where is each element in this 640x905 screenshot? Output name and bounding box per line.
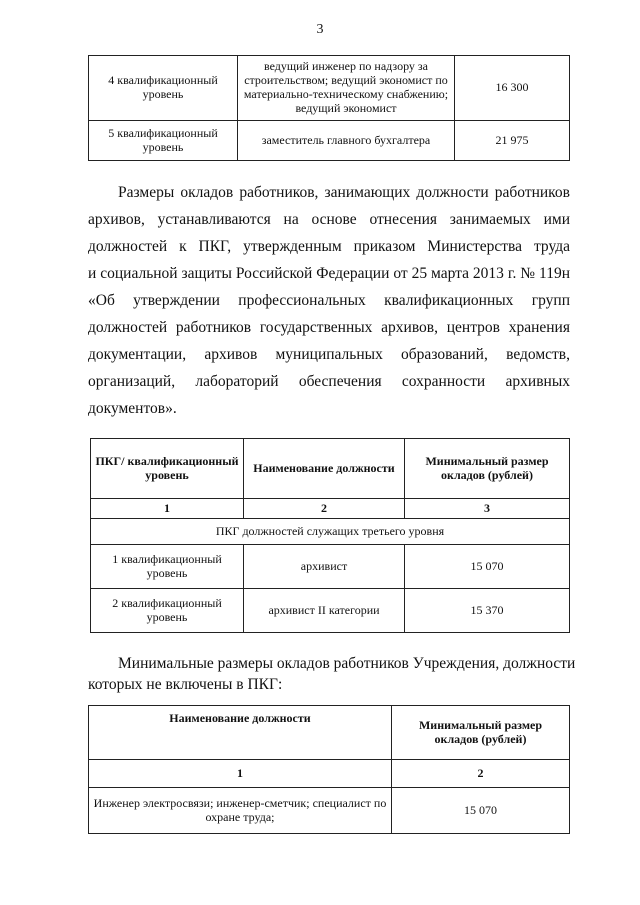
level-cell: 5 квалификационный уровень	[89, 121, 238, 161]
column-header: ПКГ/ квалификационный уровень	[91, 439, 244, 499]
text-line: документов».	[88, 400, 177, 417]
column-number-row	[89, 760, 570, 788]
column-header: Минимальный размер окладов (рублей)	[392, 706, 570, 760]
salary-cell: 15 370	[405, 589, 570, 633]
table-row	[89, 788, 570, 834]
group-row	[91, 519, 570, 545]
text-line: должностей работников государственных архивов, центров хранения	[88, 319, 570, 336]
text-line: организаций, лабораторий обеспечения сохранности архивных	[88, 373, 570, 390]
column-header: Наименование должности	[89, 706, 392, 760]
positions-cell: ведущий инженер по надзору за строительством; ведущий экономист по материально-техническому снабжению; ведущий экономист	[238, 56, 455, 121]
text-line: которых не включены в ПКГ:	[88, 676, 283, 693]
table-other-positions	[88, 705, 570, 834]
column-number-row	[91, 499, 570, 519]
level-cell: 4 квалификационный уровень	[89, 56, 238, 121]
level-cell: 2 квалификационный уровень	[91, 589, 244, 633]
text-line: «Об утверждении профессиональных квалификационных групп	[88, 292, 570, 309]
page-number: 3	[316, 22, 324, 37]
table-archive-positions	[90, 438, 570, 633]
column-number: 3	[405, 499, 570, 519]
salary-cell: 15 070	[392, 788, 570, 834]
salary-cell: 16 300	[455, 56, 570, 121]
text-line: и социальной защиты Российской Федерации от 25 марта 2013 г. № 119н	[88, 265, 570, 282]
column-number: 1	[89, 760, 392, 788]
table-header-row	[89, 706, 570, 760]
text-line: Размеры окладов работников, занимающих должности работников	[118, 184, 570, 201]
position-cell: архивист II категории	[244, 589, 405, 633]
column-number: 1	[91, 499, 244, 519]
salary-cell: 21 975	[455, 121, 570, 161]
table-qualification-continued	[88, 55, 570, 161]
table-header-row	[91, 439, 570, 499]
text-line: Минимальные размеры окладов работников Учреждения, должности	[118, 655, 576, 672]
column-number: 2	[244, 499, 405, 519]
text-line: документации, архивов муниципальных образований, ведомств,	[88, 346, 570, 363]
group-title: ПКГ должностей служащих третьего уровня	[91, 519, 570, 545]
level-cell: 1 квалификационный уровень	[91, 545, 244, 589]
column-number: 2	[392, 760, 570, 788]
positions-cell: заместитель главного бухгалтера	[238, 121, 455, 161]
column-header: Наименование должности	[244, 439, 405, 499]
table-row	[91, 545, 570, 589]
position-cell: Инженер электросвязи; инженер-сметчик; специалист по охране труда;	[89, 788, 392, 834]
text-line: архивов, устанавливаются на основе отнесения занимаемых ими	[88, 211, 570, 228]
text-line: должностей к ПКГ, утвержденным приказом Министерства труда	[88, 238, 570, 255]
salary-cell: 15 070	[405, 545, 570, 589]
column-header: Минимальный размер окладов (рублей)	[405, 439, 570, 499]
table-row	[91, 589, 570, 633]
table-row	[89, 121, 570, 161]
position-cell: архивист	[244, 545, 405, 589]
table-row	[89, 56, 570, 121]
